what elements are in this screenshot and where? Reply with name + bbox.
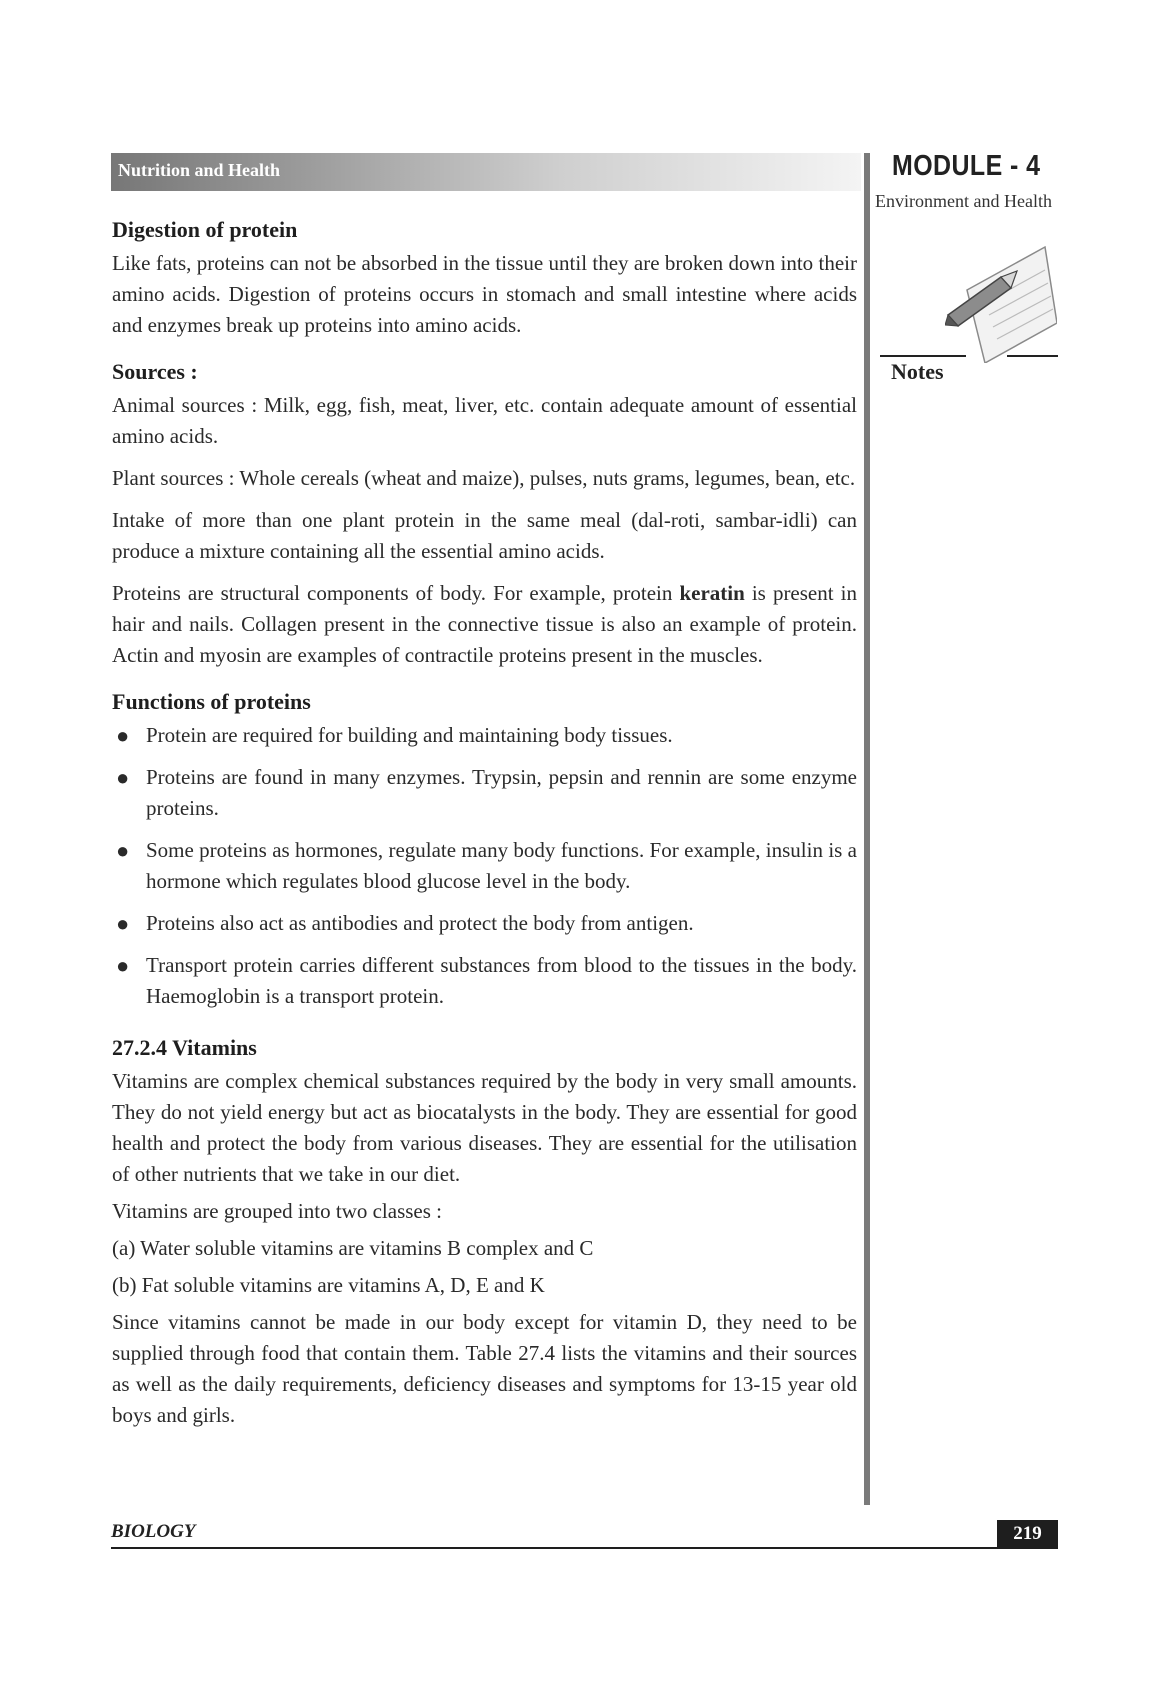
structural-text-before: Proteins are structural components of body. For example, protein <box>112 581 680 605</box>
function-text: Protein are required for building and maintaining body tissues. <box>146 723 673 747</box>
list-item <box>112 762 857 824</box>
main-content <box>112 212 857 1431</box>
bullet-icon: ● <box>116 723 130 748</box>
class-water-soluble: (a) Water soluble vitamins are vitamins B complex and C <box>112 1236 594 1260</box>
bullet-icon: ● <box>116 838 130 863</box>
list-item <box>112 720 857 751</box>
digestion-heading: Digestion of protein <box>112 217 298 242</box>
vitamin-classes <box>112 1196 857 1431</box>
vitamins-heading: 27.2.4 Vitamins <box>112 1035 257 1060</box>
notes-rule-right <box>1007 355 1058 357</box>
section-title: Nutrition and Health <box>118 160 281 180</box>
animal-sources: Animal sources : Milk, egg, fish, meat, liver, etc. contain adequate amount of essential amino acids. <box>112 393 857 448</box>
class-fat-soluble: (b) Fat soluble vitamins are vitamins A, D, E and K <box>112 1273 545 1297</box>
function-text: Transport protein carries different substances from blood to the tissues in the body. Haemoglobin is a transport protein. <box>146 953 857 1008</box>
combined-intake: Intake of more than one plant protein in the same meal (dal-roti, sambar-idli) can produce a mixture containing all the essential amino acids. <box>112 508 857 563</box>
margin-divider <box>864 153 870 1505</box>
footer-rule <box>111 1547 1058 1549</box>
functions-list <box>112 720 857 1012</box>
notes-pencil-icon <box>945 245 1057 363</box>
digestion-text: Like fats, proteins can not be absorbed in the tissue until they are broken down into their amino acids. Digestion of proteins occurs in stomach and small intestine where acids and enzymes break up proteins into amino acids. <box>112 251 857 337</box>
keratin-term: keratin <box>679 581 745 605</box>
page-number: 219 <box>997 1520 1058 1549</box>
vitamins-closing: Since vitamins cannot be made in our body except for vitamin D, they need to be supplied through food that contain them. Table 27.4 lists the vitamins and their sources as well as the daily requirements, deficiency diseases and symptoms for 13-15 year old boys and girls. <box>112 1310 857 1427</box>
footer-subject: BIOLOGY <box>111 1521 196 1542</box>
notes-label: Notes <box>891 359 944 384</box>
vitamins-intro: Vitamins are complex chemical substances required by the body in very small amounts. They do not yield energy but act as biocatalysts in the body. They are essential for good health and protect the body from various diseases. They are essential for the utilisation of other nutrients that we take in our diet. <box>112 1069 857 1186</box>
bullet-icon: ● <box>116 953 130 978</box>
structural-text-after: is present in hair and nails. Collagen present in the connective tissue is also an example of protein. Actin and myosin are examples of contractile proteins present in the muscles. <box>112 581 858 667</box>
bullet-icon: ● <box>116 765 130 790</box>
list-item <box>112 835 857 897</box>
list-item <box>112 950 857 1012</box>
structural-proteins <box>112 578 857 671</box>
functions-heading: Functions of proteins <box>112 689 311 714</box>
notes-rule-left <box>880 355 966 357</box>
module-subtitle: Environment and Health <box>875 191 1052 211</box>
list-item <box>112 908 857 939</box>
bullet-icon: ● <box>116 911 130 936</box>
module-title: MODULE - 4 <box>892 150 1041 182</box>
function-text: Proteins also act as antibodies and protect the body from antigen. <box>146 911 694 935</box>
function-text: Some proteins as hormones, regulate many body functions. For example, insulin is a hormone which regulates blood glucose level in the body. <box>146 838 857 893</box>
plant-sources: Plant sources : Whole cereals (wheat and maize), pulses, nuts grams, legumes, bean, etc. <box>112 466 856 490</box>
section-header-bar <box>111 153 861 191</box>
function-text: Proteins are found in many enzymes. Trypsin, pepsin and rennin are some enzyme proteins. <box>146 765 857 820</box>
sources-heading: Sources : <box>112 359 198 384</box>
classes-intro: Vitamins are grouped into two classes : <box>112 1199 443 1223</box>
